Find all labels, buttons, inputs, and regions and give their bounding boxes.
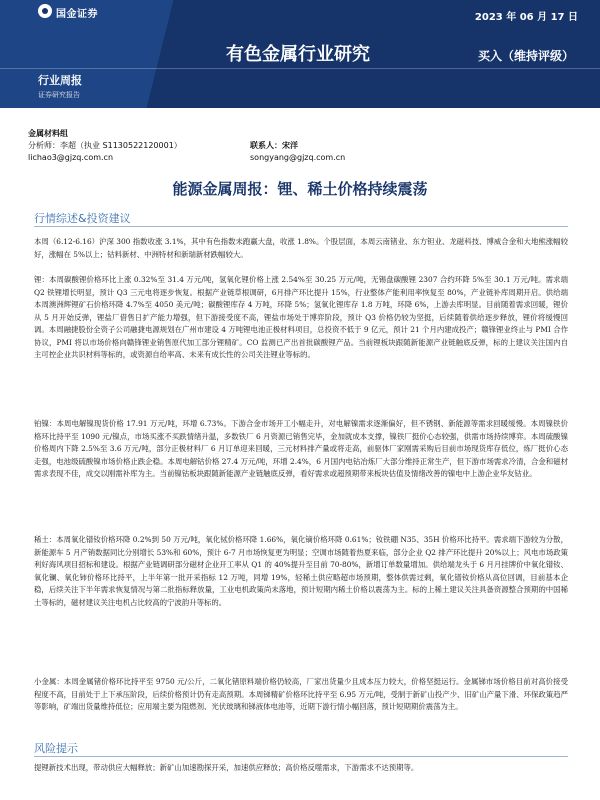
- industry-title: 有色金属行业研究: [226, 44, 370, 65]
- analyst-info: 分析师：李超（执业 S1130522120001）: [28, 141, 182, 150]
- paragraph-lithium: 锂：本周碳酸锂价格环比上涨 0.32%至 31.4 万元/吨，氢氧化锂价格上涨 2.54%至 30.25 万元/吨，无锡盘碳酸锂 2307 合约环降 5%至 30.1 万元/吨。需求端 Q2 铁锂增长明显，预计 Q3 三元电将逐步恢复。根据产业链草根调研，6月排产环比提升 15%，行业整体产能利用率恢复至 80%，产业链补库周期开启。供给端本周澳洲辉锂矿石价格环降 4.7%至 4050 美元/吨；碳酸锂库存 4 万吨，环降 5%；氢氧化锂库存 1.8 万吨，环降 6%，上游去库明显。目前随着需求回暖，锂价从 5 月开始反弹，锂盐厂借售日扩产能力增强，但下游接受度不高，锂盐市场处于博弈阶段，预计 Q3 价格仍较为坚挺，后续随着供给逐步释放，锂价将缓慢回调。本周融捷股份全资子公司融捷电源规划在广州市建设 4 万吨锂电池正极材料项目，总投资不低于 9 亿元，预计 21 个月内建成投产；赣锋锂业终止与 PMI 合作协议，PMI 将以市场价格向赣锋锂业销售原代加工部分锂精矿。CO 监测已产出首批碳酸锂产品。当前锂板块跟随新能源产业链触底反弹，标的上建议关注国内自主可控企业共识材料等标的，或资源自给率高、未来有成长性的公司关注锂业等标的。: [34, 275, 568, 359]
- research-group: 金属材料组: [28, 129, 68, 138]
- contact-email[interactable]: songyang@gjzq.com.cn: [250, 153, 346, 162]
- investment-rating: 买入（维持评级）: [478, 49, 575, 63]
- risk-text: 提锂新技术出现，带动供应大幅释放；新矿山加速勘探开采，加速供应释放；高价格反噬需求，下游需求不达预期等。: [34, 763, 419, 772]
- paragraph-market: 本周（6.12-6.16）沪深 300 指数收涨 3.1%，其中有色指数未跑赢大盘，收涨 1.8%。个股层面，本周云南锗业、东方钽业、龙磁科技、博威合金和大地熊涨幅较好，涨幅在 5%以上；钴料新材、中洲特材和新瑞新材跌幅较大。: [34, 237, 568, 259]
- summary-heading: 行情综述&投资建议: [34, 212, 131, 225]
- header-banner: [0, 0, 600, 108]
- author-block: [28, 128, 588, 164]
- author-row: [28, 140, 588, 152]
- email-row: [28, 152, 588, 164]
- report-date: 2023 年 06 月 17 日: [474, 12, 578, 23]
- analyst-email[interactable]: lichao3@gjzq.com.cn: [28, 153, 114, 162]
- paragraph-nickel-cobalt: 铂镍：本周电解镍现货价格 17.91 万元/吨，环增 6.73%。下游合金市场开工小幅走升，对电解镍需求逐渐偏好，但不锈钢、新能源等需求回暖缓慢。本周镍铁价格环比持平至 1090 元/镍点，市场买涨不买跌情绪升温，多数铁厂 6 月资源已销售完毕，金加就成本支撑，镍铁厂挺价心态较强，供需市场持续博弈。本周硫酸镍价格周内下降 2.5%至 3.6 万元/吨，部分正极材料厂 6 月订单迎来回暖，三元材料排产量或将走高，前驱体厂家刚需采购后目前市场现货库存低位，炼厂挺价心态走强，电池级硫酸镍市场价格止跌企稳。本周电解钴价格 27.4 万元/吨，环增 2.4%，6 月国内电钴冶炼厂大部分维持正常生产，但下游市场需求冷清，合金和磁材需求表现不佳，成交以刚需补库为主。当前镍钴板块跟随新能源产业链触底反弹，看好需求或超预期带来板块估值及情绪改善的镍电中上游企业华友钴业。: [34, 419, 568, 478]
- paragraph-minor-metals: 小金属：本周金属锗价格环比持平至 9750 元/公斤，二氧化锗原料端价格仍较高，厂家出货量少且成本压力较大，价格坚挺运行。金属锑市场价格目前对高价接受程度不高，目前处于上下承压阶段，后续价格预计仍有走高预期。本周锑精矿价格环比持平至 6.95 万元/吨，受制于新矿山投产少、旧矿山产量下滑、环保政策趋严等影响，矿端出货量维持低位；应用端主要为阻燃剂、光伏玻璃和锑液体电池等，近期下游行情小幅回落，预计短期期价震荡为主。: [34, 677, 568, 711]
- company-logo-text: 国金证券: [56, 9, 98, 20]
- summary-rule: [34, 226, 568, 227]
- report-type: 行业周报: [38, 74, 82, 87]
- company-logo-icon: [38, 4, 52, 18]
- report-subtype: 证券研究报告: [38, 91, 80, 99]
- contact-info: 联系人：宋洋: [250, 141, 298, 150]
- paragraph-rare-earth: 稀土：本周氧化镨钕价格环降 0.2%到 50 万元/吨，氧化铽价格环降 1.66%，氧化镝价格环降 0.61%；钕铁硼 N35、35H 价格环比持平。需求端下游较为分散，新能源车 5 月产销数据同比分别增长 53%和 60%，预计 6-7 月市场恢复更为明显；空调市场随着热夏来临，部分企业 Q2 排产环比提升 20%以上；风电市场政策利好海风项目招标和建设。根据产业链调研部分磁材企业开工率从 Q1 的 40%提升至目前 70-80%，新增订单数量增加。供给端龙头于 6 月月挂牌价中氧化镨钕、氧化镧、氧化铈价格环比持平，上半年第一批开采指标 12 万吨，同增 19%，轻稀土供应略超市场预期，整体供需过剩，氧化镨钕价格从高位回调，目前基本企稳，后续关注下半年需求恢复情况与第二批指标释放量，工业电机政策尚未落地，预计短期内稀土价格以震荡为主。标的上稀土建议关注具备资源整合预期的中国稀土等标的，磁材建议关注电机占比较高的宁波韵升等标的。: [34, 535, 568, 607]
- banner-divider: [0, 68, 600, 69]
- report-title: 能源金属周报：锂、稀土价格持续震荡: [172, 180, 428, 198]
- risk-rule: [34, 756, 568, 757]
- risk-heading: 风险提示: [34, 742, 78, 755]
